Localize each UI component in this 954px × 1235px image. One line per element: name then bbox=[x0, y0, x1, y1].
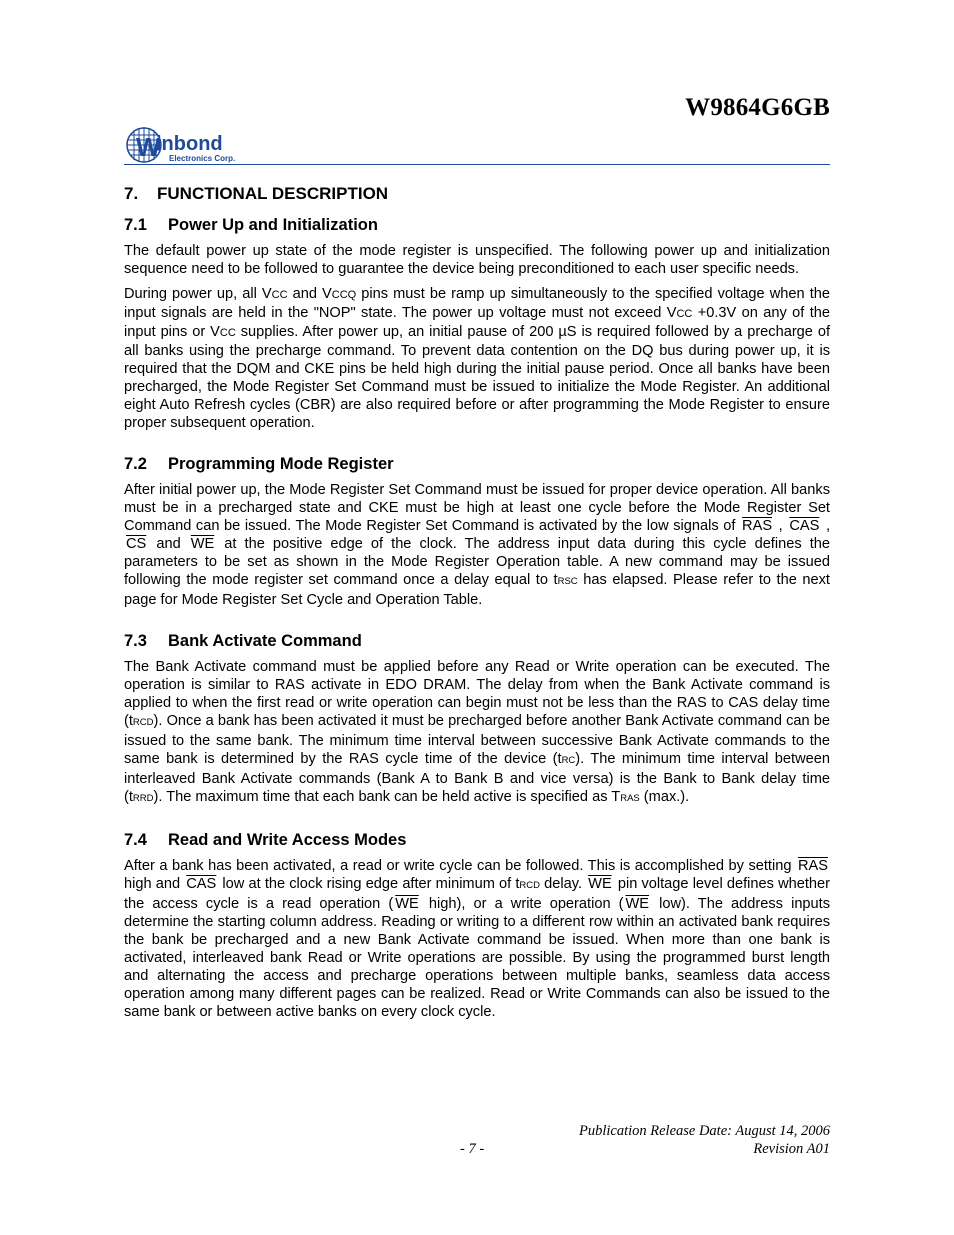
main-content bbox=[124, 183, 830, 1028]
signal-we: $\overline{WE}$ bbox=[190, 536, 215, 552]
heading-7-3: 7.3 Bank Activate Command bbox=[124, 632, 362, 650]
paragraph-7-2: After initial power up, the Mode Register Set Command must be issued for proper device operation. All banks must be in a precharged state and CKE must be high at least one cycle before the Mode Register Set Command can be issued. The Mode Register Set Command is activated by the low signals of $\overline{RAS}$ , $\overline{CAS}$ , $\overline{CS}$ and $\overline{WE}$ at the positive edge of the clock. The address input data during this cycle defines the parameters to be set as shown in the Mode Register Operation table. A new command may be issued following the mode register set command once a delay equal to tRSC has elapsed. Please refer to the next page for Mode Register Set Cycle and Operation Table. bbox=[124, 482, 830, 608]
header-rule bbox=[124, 164, 830, 165]
signal-cas: $\overline{CAS}$ bbox=[186, 876, 217, 892]
signal-ras: $\overline{RAS}$ bbox=[742, 518, 773, 534]
paragraph-7-4: After a bank has been activated, a read or write cycle can be followed. This is accomplished by setting $\overline{RAS}$ high and $\overline{CAS}$ low at the clock rising edge after minimum of tRCD delay. $\overline{WE}$ pin voltage level defines whether the access cycle is a read operation ( $\overline{WE}$ high), or a write operation ( $\overline{WE}$ low). The address inputs determine the starting column address. Reading or writing to a different row within an activated bank requires the bank be precharged and a new Bank Activate command be issued. When more than one bank is activated, interleaved bank Read or Write operations are possible. By using the programmed burst length and alternating the access and precharge operations between multiple banks, seamless data access operation among many different pages can be realized. Read or Write Commands can also be issued to the same bank or between active banks on every clock cycle. bbox=[124, 858, 831, 1020]
logo-sub: Electronics Corp. bbox=[169, 154, 236, 163]
part-number: W9864G6GB bbox=[685, 94, 830, 121]
release-date: Publication Release Date: August 14, 2006 bbox=[578, 1123, 830, 1139]
revision: Revision A01 bbox=[753, 1141, 830, 1157]
signal-cas: $\overline{CAS}$ bbox=[789, 518, 820, 534]
heading-7-2: 7.2 Programming Mode Register bbox=[124, 455, 394, 473]
heading-7-4: 7.4 Read and Write Access Modes bbox=[124, 831, 407, 849]
signal-we: $\overline{WE}$ bbox=[588, 876, 612, 892]
logo-w: W bbox=[136, 132, 161, 162]
page-number: - 7 - bbox=[460, 1141, 485, 1157]
section-heading: 7. FUNCTIONAL DESCRIPTION bbox=[124, 184, 389, 203]
paragraph-7-1-b: During power up, all VCC and VCCQ pins must be ramp up simultaneously to the specified voltage when the input signals are held in the "NOP" state. The power up voltage must not exceed VCC +0.3V on any of the input pins or VCC supplies. After power up, an initial pause of 200 µS is required followed by a precharge of all banks using the precharge command. To prevent data contention on the DQ bus during power up, it is required that the DQM and CKE pins be held high during the initial pause period. Once all banks have been precharged, the Mode Register Set Command must be issued to initialize the Mode Register. An additional eight Auto Refresh cycles (CBR) are also required before or after programming the Mode Register to ensure proper subsequent operation. bbox=[124, 286, 831, 431]
paragraph-7-3: The Bank Activate command must be applied before any Read or Write operation can be executed. The operation is similar to RAS activate in EDO DRAM. The delay from when the Bank Activate command is applied to when the first read or write operation can begin must not be less than the RAS to CAS delay time (tRCD). Once a bank has been activated it must be precharged before another Bank Activate command can be issued to the same bank. The minimum time interval between successive Bank Activate commands to the same bank is determined by the RAS cycle time of the device (tRC). The minimum time interval between interleaved Bank Activate commands (Bank A to Bank B and vice versa) is the Bank to Bank delay time (tRRD). The maximum time that each bank can be held active is specified as TRAS (max.). bbox=[124, 659, 830, 805]
signal-we: $\overline{WE}$ bbox=[625, 896, 650, 912]
winbond-logo-icon bbox=[126, 126, 256, 166]
winbond-logo bbox=[126, 126, 256, 166]
paragraph-7-1-a: The default power up state of the mode register is unspecified. The following power up and initialization sequence need to be followed to guarantee the device being preconditioned to each user specific needs. bbox=[124, 243, 830, 277]
signal-ras: $\overline{RAS}$ bbox=[797, 858, 828, 874]
heading-7-1: 7.1 Power Up and Initialization bbox=[124, 216, 378, 234]
signal-we: $\overline{WE}$ bbox=[395, 896, 419, 912]
logo-name: inbond bbox=[156, 133, 223, 155]
signal-cs: $\overline{CS}$ bbox=[126, 536, 147, 552]
